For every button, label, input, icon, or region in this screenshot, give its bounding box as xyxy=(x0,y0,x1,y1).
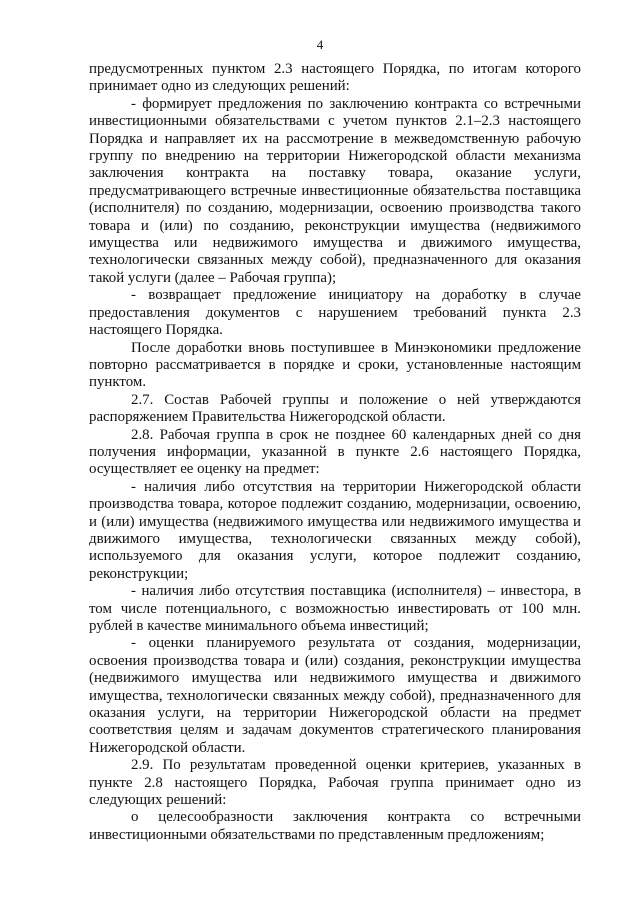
paragraph-after-revision: После доработки вновь поступившее в Минэкономики предложение повторно рассматривается в порядке и сроки, установленные настоящим пунктом. xyxy=(89,339,581,391)
document-body xyxy=(89,61,581,844)
paragraph-continuation: предусмотренных пунктом 2.3 настоящего Порядка, по итогам которого принимает одно из следующих решений: xyxy=(89,61,581,95)
paragraph-list-item-production: - наличия либо отсутствия на территории Нижегородской области производства товара, которое подлежит созданию, модернизации, освоению, и (или) имущества (недвижимого имущества или недвижимого имущества и движимого имущества, технологически связанных между собой), используемого для оказания услуги, которое подлежит созданию, реконструкции; xyxy=(89,478,581,582)
paragraph-list-item-investor: - наличия либо отсутствия поставщика (исполнителя) – инвестора, в том числе потенциального, с возможностью инвестировать от 100 млн. рублей в качестве минимального объема инвестиций; xyxy=(89,583,581,634)
paragraph-decision-feasibility: о целесообразности заключения контракта со встречными инвестиционными обязательствами по представленным предложениям; xyxy=(89,809,581,843)
page-number: 4 xyxy=(316,37,324,52)
paragraph-2-7: 2.7. Состав Рабочей группы и положение о ней утверждаются распоряжением Правительства Нижегородской области. xyxy=(89,391,581,426)
paragraph-2-8: 2.8. Рабочая группа в срок не позднее 60 календарных дней со дня получения информации, указанной в пункте 2.6 настоящего Порядка, осуществляет ее оценку на предмет: xyxy=(89,426,581,478)
paragraph-list-item-return: - возвращает предложение инициатору на доработку в случае предоставления документов с нарушением требований пункта 2.3 настоящего Порядка. xyxy=(89,287,581,339)
paragraph-list-item-evaluation: - оценки планируемого результата от создания, модернизации, освоения производства товара и (или) создания, реконструкции имущества (недвижимого имущества или недвижимого имущества и движимого имущества, технологически связанных между собой), предназначенного для оказания услуги, на территории Нижегородской области на предмет соответствия целям и задачам документов стратегического планирования Нижегородской области. xyxy=(89,635,581,756)
paragraph-list-item-proposals: - формирует предложения по заключению контракта со встречными инвестиционными обязательствами с учетом пунктов 2.1–2.3 настоящего Порядка и направляет их на рассмотрение в межведомственную рабочую группу по внедрению на территории Нижегородской области механизма заключения контракта на поставку товара, оказание услуги, предусматривающего встречные инвестиционные обязательства поставщика (исполнителя) по созданию, модернизации, освоению производства такого товара и (или) по созданию, реконструкции имущества (недвижимого имущества или недвижимого имущества и движимого имущества, технологически связанных между собой), предназначенного для оказания такой услуги (далее – Рабочая группа); xyxy=(89,95,581,286)
paragraph-2-9: 2.9. По результатам проведенной оценки критериев, указанных в пункте 2.8 настоящего Порядка, Рабочая группа принимает одно из следующих решений: xyxy=(89,757,581,809)
